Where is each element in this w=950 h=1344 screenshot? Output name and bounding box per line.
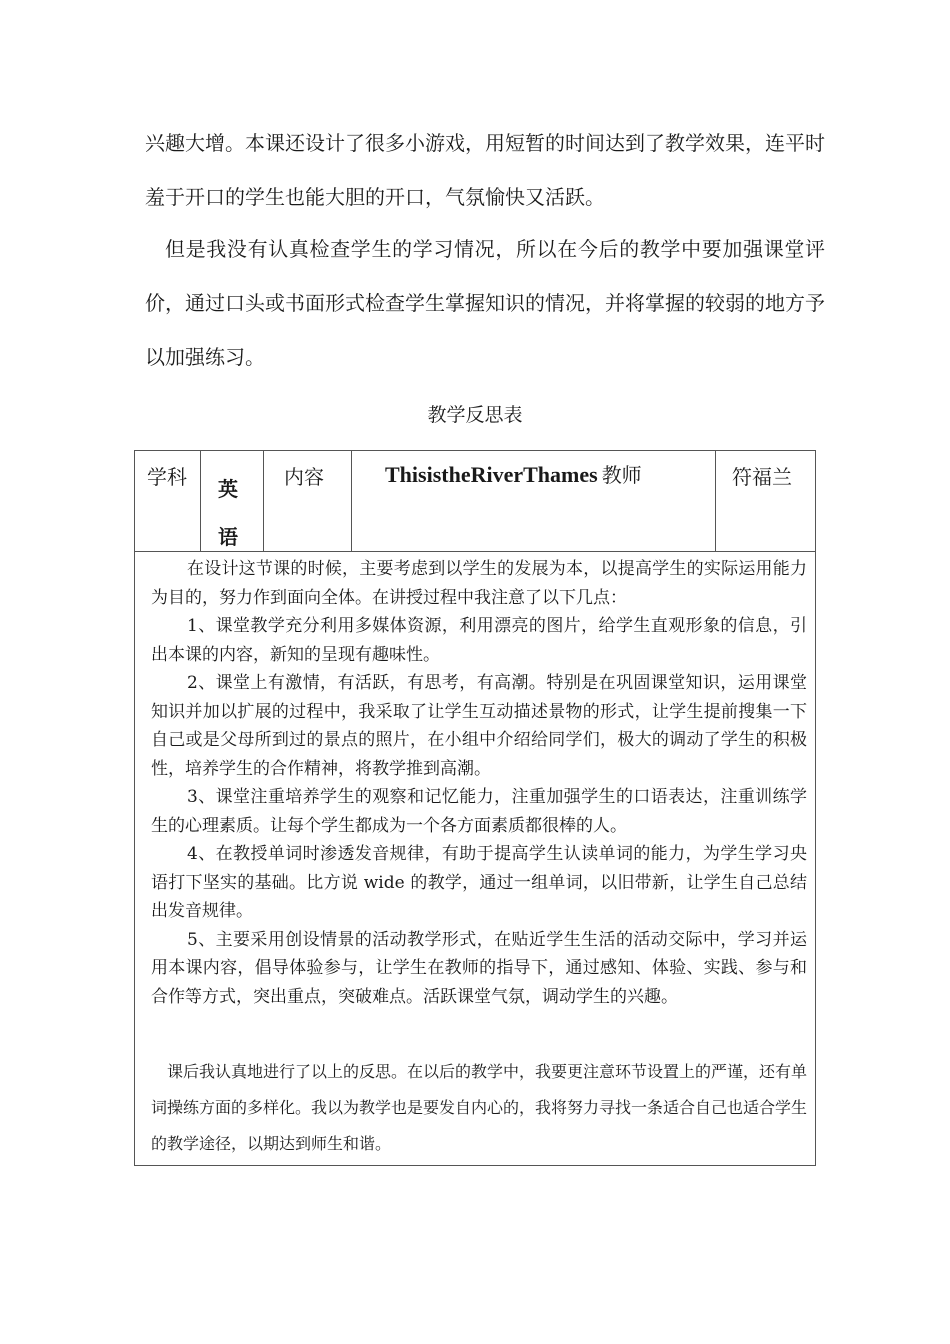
intro-paragraph-1: 兴趣大增。本课还设计了很多小游戏，用短暂的时间达到了教学效果，连平时羞于开口的学生也能大胆的开口，气氛愉快又活跃。	[145, 131, 825, 209]
teacher-value: 符福兰	[732, 465, 792, 489]
intro-paragraph-2: 但是我没有认真检查学生的学习情况，所以在今后的教学中要加强课堂评价，通过口头或书面形式检查学生掌握知识的情况，并将掌握的较弱的地方予以加强练习。	[145, 237, 825, 369]
reflection-paragraph: 5、主要采用创设情景的活动教学形式，在贴近学生生活的活动交际中，学习并运用本课内容，倡导体验参与，让学生在教师的指导下，通过感知、体验、实践、参与和合作等方式，突出重点，突破难点。活跃课堂气氛，调动学生的兴趣。	[151, 929, 807, 1007]
subject-value-char-1: 英	[218, 477, 238, 501]
teacher-label: 教师	[601, 463, 642, 487]
content-label: 内容	[264, 451, 352, 551]
subject-value-char-2: 语	[218, 525, 238, 549]
reflection-table	[134, 450, 816, 1166]
subject-value	[201, 451, 264, 551]
reflection-summary: 课后我认真地进行了以上的反思。在以后的教学中，我要更注意环节设置上的严谨，还有单词操练方面的多样化。我以为教学也是要发自内心的，我将努力寻找一条适合自己也适合学生的教学途径，以期达到师生和谐。	[151, 1062, 808, 1153]
table-title: 教学反思表	[427, 404, 523, 426]
reflection-paragraph: 在设计这节课的时候，主要考虑到以学生的发展为本，以提高学生的实际运用能力为目的，努力作到面向全体。在讲授过程中我注意了以下几点：	[151, 559, 807, 608]
table-header-row	[135, 451, 815, 552]
reflection-paragraph: 2、课堂上有激情，有活跃，有思考，有高潮。特别是在巩固课堂知识，运用课堂知识并加以扩展的过程中，我采取了让学生互动描述景物的形式，让学生提前搜集一下自己或是父母所到过的景点的照片，在小组中介绍给同学们，极大的调动了学生的积极性，培养学生的合作精神，将教学推到高潮。	[151, 673, 807, 779]
content-cell	[352, 451, 716, 551]
reflection-body	[151, 555, 807, 1011]
content-value: ThisistheRiverThames	[385, 462, 598, 487]
subject-label: 学科	[135, 451, 201, 551]
reflection-paragraph: 4、在教授单词时渗透发音规律，有助于提高学生认读单词的能力，为学生学习央语打下坚实的基础。比方说 wide 的教学，通过一组单词，以旧带新，让学生自己总结出发音规律。	[151, 844, 807, 921]
reflection-paragraph: 3、课堂注重培养学生的观察和记忆能力，注重加强学生的口语表达，注重训练学生的心理素质。让每个学生都成为一个各方面素质都很棒的人。	[151, 787, 807, 836]
reflection-paragraph: 1、课堂教学充分利用多媒体资源，利用漂亮的图片，给学生直观形象的信息，引出本课的内容，新知的呈现有趣味性。	[151, 616, 807, 665]
